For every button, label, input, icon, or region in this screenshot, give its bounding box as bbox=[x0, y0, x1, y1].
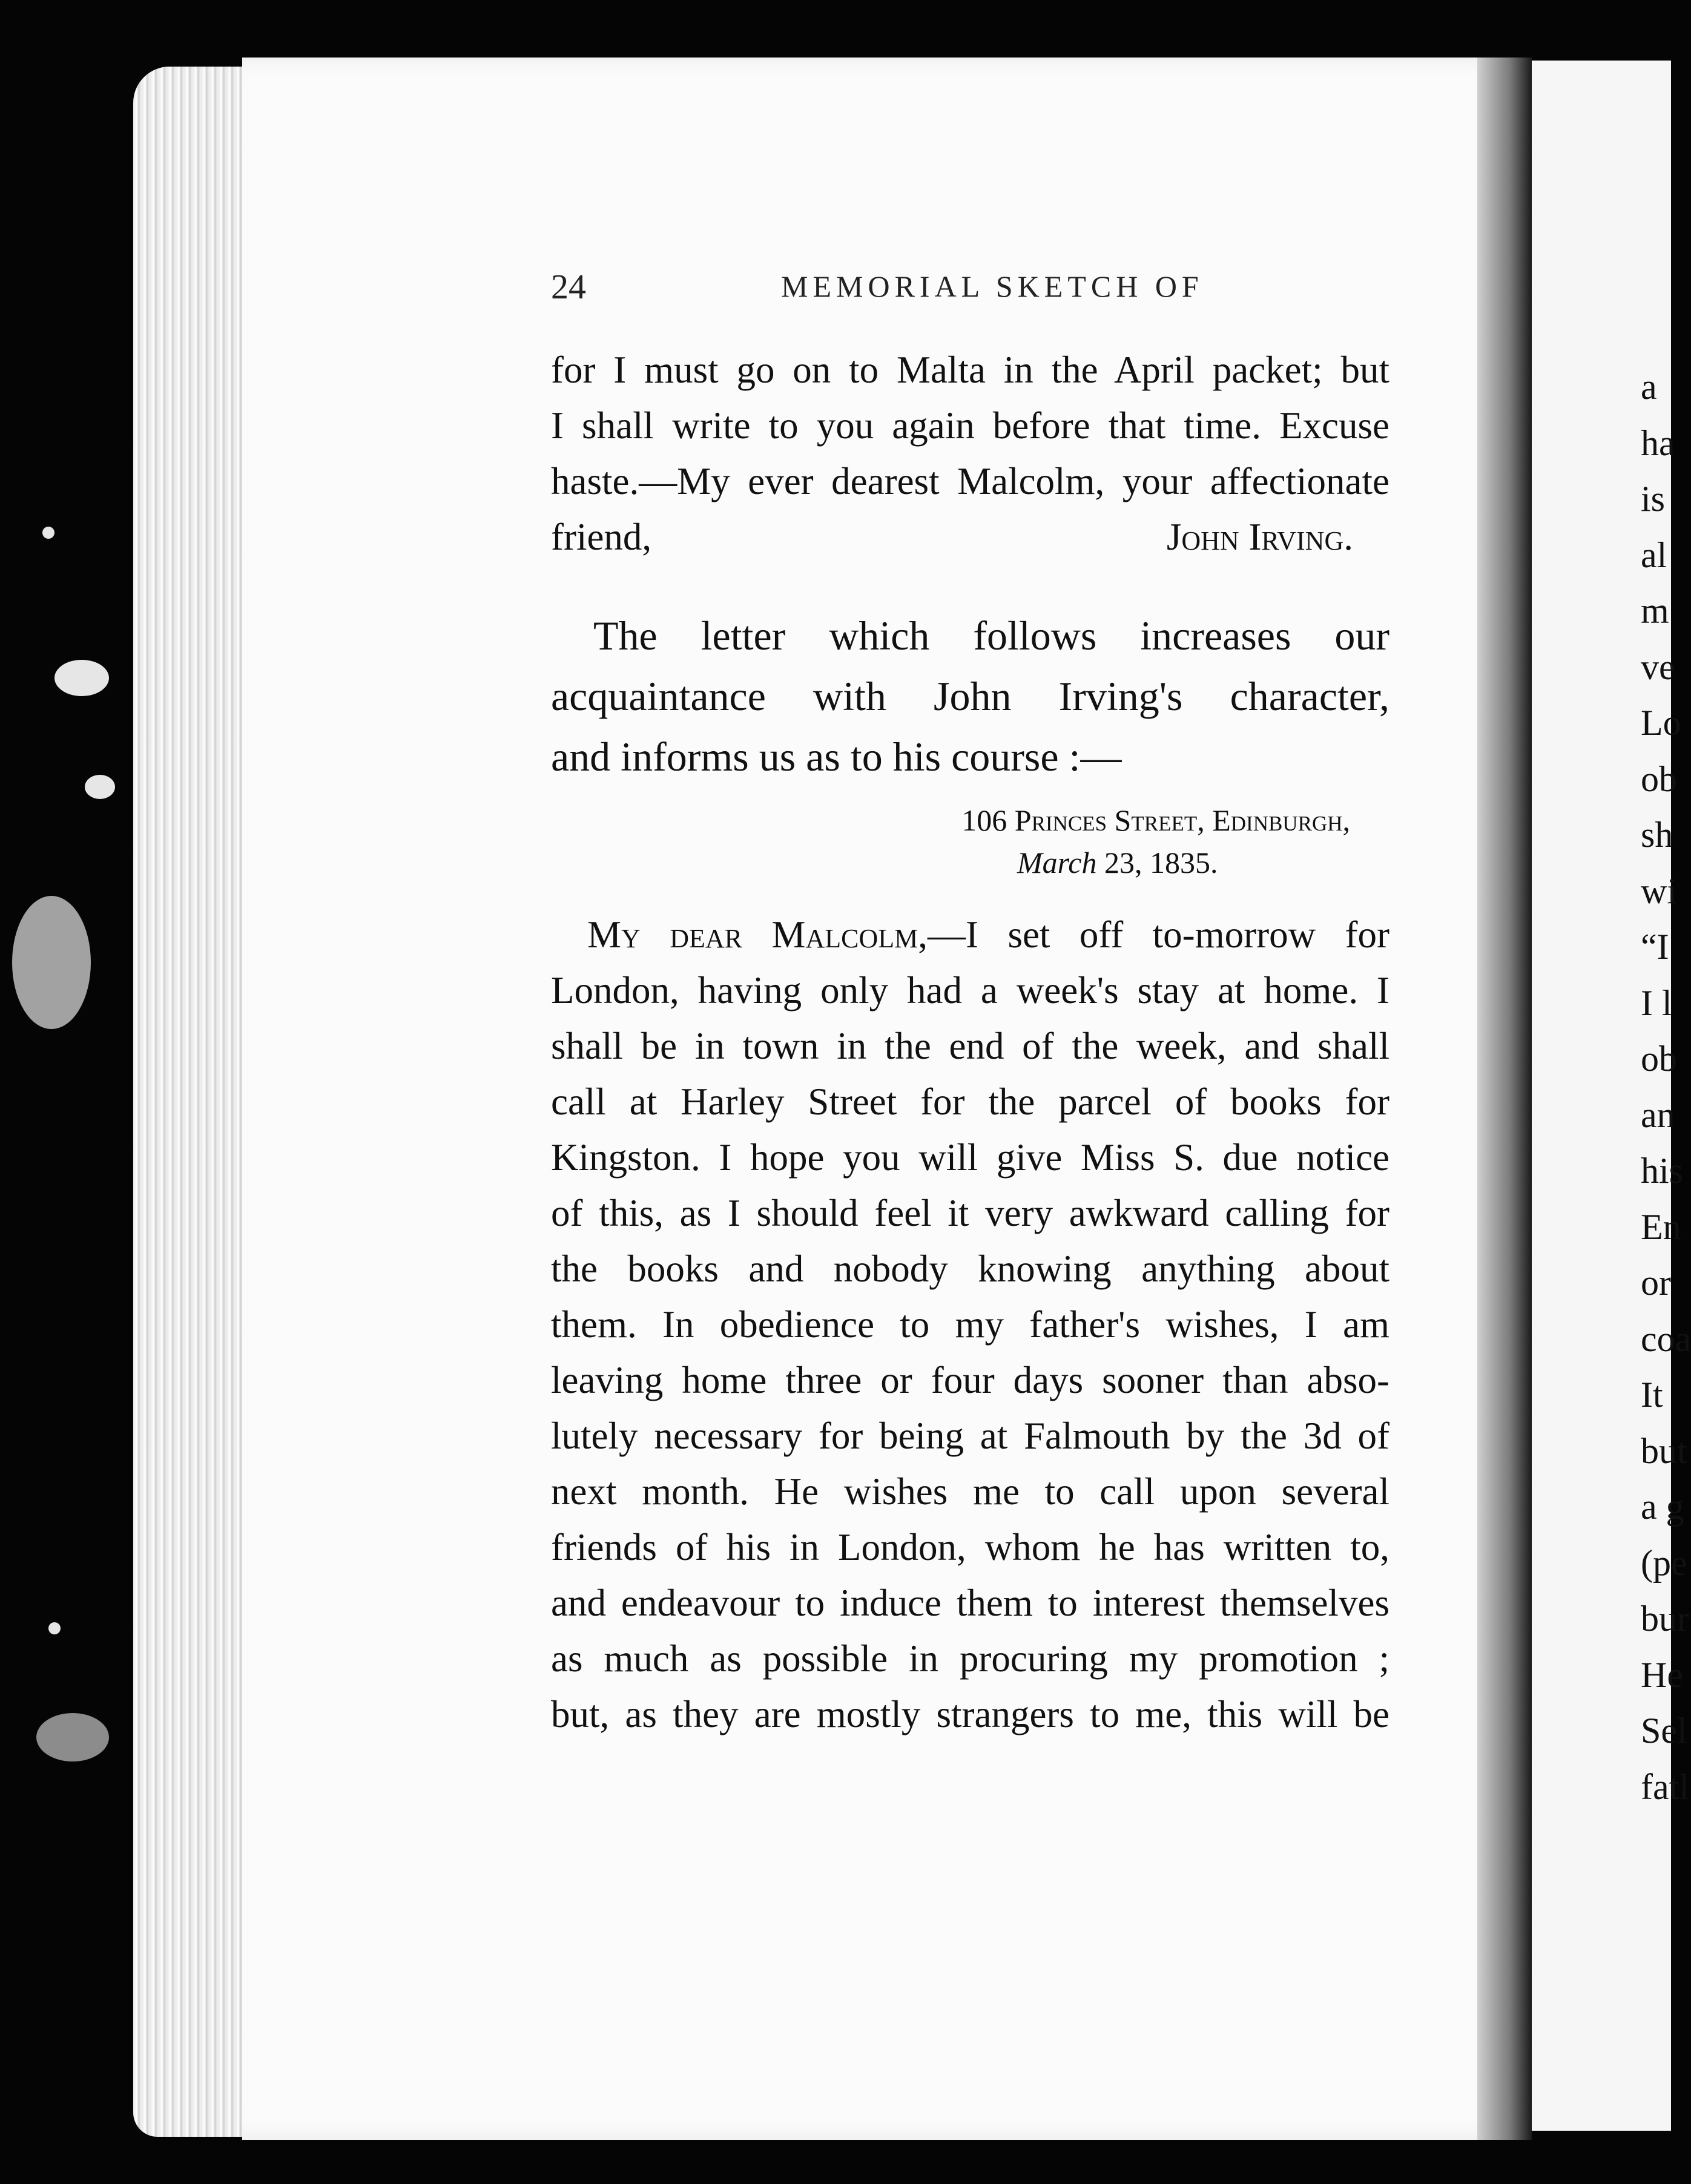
facing-page-fragment: sh bbox=[1641, 815, 1673, 855]
text-line: but, as they are mostly strangers to me, this will be bbox=[551, 1693, 1389, 1735]
facing-page-fragment: coa bbox=[1641, 1318, 1691, 1359]
facing-page-fragment: It bbox=[1641, 1375, 1663, 1415]
signature: John Irving. bbox=[1166, 516, 1353, 558]
signature-line bbox=[551, 509, 1389, 565]
letter-close-paragraph bbox=[551, 342, 1389, 565]
facing-page-fragment: m bbox=[1641, 591, 1669, 631]
facing-page-fragment: bur bbox=[1641, 1599, 1689, 1639]
salutation: My dear Malcolm, bbox=[587, 913, 928, 956]
address-line: 106 Princes Street, Edinburgh, bbox=[961, 803, 1350, 837]
text-line: friends of his in London, whom he has written to, bbox=[551, 1526, 1389, 1568]
facing-page-fragment: his bbox=[1641, 1151, 1684, 1191]
text-line: and informs us as to his course :— bbox=[551, 734, 1122, 780]
text-line: call at Harley Street for the parcel of books for bbox=[551, 1080, 1389, 1123]
text-line: and endeavour to induce them to interest themselves bbox=[551, 1582, 1389, 1624]
text-line: London, having only had a week's stay at home. I bbox=[551, 969, 1389, 1011]
text-line: them. In obedience to my father's wishes, I am bbox=[551, 1303, 1389, 1346]
facing-page-fragment: ob bbox=[1641, 1039, 1677, 1079]
facing-page-fragment: Lo bbox=[1641, 703, 1681, 743]
facing-page-fragment: a bbox=[1641, 367, 1657, 407]
facing-page-fragment: al bbox=[1641, 534, 1667, 575]
text-line: leaving home three or four days sooner than abso- bbox=[551, 1359, 1389, 1401]
text-line bbox=[551, 907, 1389, 962]
date-month: March bbox=[1017, 846, 1097, 880]
text-line: Kingston. I hope you will give Miss S. due notice bbox=[551, 1136, 1389, 1179]
text-line: The letter which follows increases our bbox=[593, 613, 1389, 659]
facing-page-fragment: fatl bbox=[1641, 1766, 1689, 1807]
text-line: next month. He wishes me to call upon several bbox=[551, 1470, 1389, 1513]
facing-page-fragment: (pe bbox=[1641, 1542, 1687, 1583]
facing-page-fragment: “I bbox=[1641, 927, 1669, 967]
facing-page-fragment: ha bbox=[1641, 423, 1675, 463]
facing-page-fragment: ve bbox=[1641, 646, 1675, 687]
facing-page-fragment: He bbox=[1641, 1654, 1683, 1695]
date-rest: 23, 1835. bbox=[1104, 846, 1218, 880]
facing-page-fragment: I l bbox=[1641, 982, 1672, 1023]
facing-page bbox=[1532, 61, 1691, 2131]
text-line: lutely necessary for being at Falmouth by the 3d of bbox=[551, 1415, 1389, 1457]
intro-paragraph bbox=[551, 605, 1389, 787]
facing-page-fragment: ob bbox=[1641, 758, 1677, 799]
facing-page-fragment: Sel bbox=[1641, 1711, 1687, 1751]
facing-page-fragment: En bbox=[1641, 1206, 1681, 1247]
facing-page-fragment: an bbox=[1641, 1094, 1675, 1135]
text-line: acquaintance with John Irving's character, bbox=[551, 673, 1389, 719]
facing-page-fragment: a g bbox=[1641, 1487, 1684, 1527]
facing-page-fragment: wi bbox=[1641, 870, 1677, 911]
text-line: as much as possible in procuring my promotion ; bbox=[551, 1637, 1389, 1680]
letter-date bbox=[890, 841, 1350, 884]
text-line: friend, bbox=[551, 516, 652, 558]
text-line: of this, as I should feel it very awkward calling for bbox=[551, 1192, 1389, 1234]
page-edges bbox=[133, 67, 254, 2137]
text-line: for I must go on to Malta in the April packet; but bbox=[551, 349, 1389, 391]
book-gutter bbox=[1477, 58, 1532, 2140]
page-number: 24 bbox=[551, 267, 586, 306]
letter-body bbox=[551, 907, 1389, 1742]
facing-page-fragment: is bbox=[1641, 479, 1666, 519]
facing-page-fragment: or bbox=[1641, 1263, 1671, 1303]
page-header bbox=[551, 266, 1380, 315]
text-line: haste.—My ever dearest Malcolm, your affectionate bbox=[551, 460, 1389, 502]
first-line-rest: —I set off to-morrow for bbox=[928, 913, 1389, 956]
text-line: shall be in town in the end of the week, and shall bbox=[551, 1025, 1389, 1067]
text-line: I shall write to you again before that time. Excuse bbox=[551, 404, 1389, 447]
letter-address bbox=[890, 799, 1350, 884]
text-line: the books and nobody knowing anything about bbox=[551, 1248, 1389, 1290]
running-title: MEMORIAL SKETCH OF bbox=[781, 269, 1204, 303]
facing-page-fragment: but bbox=[1641, 1430, 1687, 1471]
